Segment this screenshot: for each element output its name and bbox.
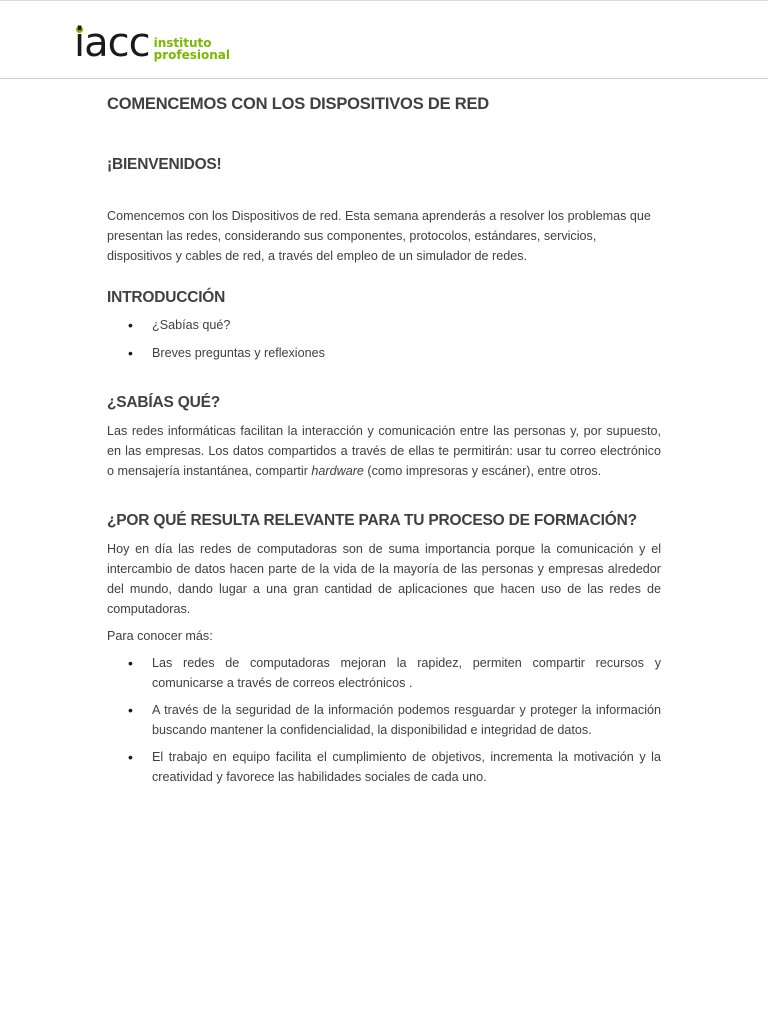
list-item: • El trabajo en equipo facilita el cumplimiento de objetivos, incrementa la motivación y la creatividad y favorece las habilidades sociales de cada uno. [107, 747, 661, 787]
relevance-heading: ¿POR QUÉ RESULTA RELEVANTE PARA TU PROCESO DE FORMACIÓN? [107, 512, 637, 529]
list-item: • A través de la seguridad de la información podemos resguardar y proteger la información buscando mantener la confidencialidad, la disponibilidad e integridad de datos. [107, 700, 661, 740]
relevance-list [107, 653, 661, 787]
page-header [0, 1, 768, 79]
logo-line-2: profesional [153, 48, 230, 62]
sabias-text-1: Las redes informáticas facilitan la interacción y comunicación entre las personas y, por supuesto, en las empresas. Los datos compartidos a través de ellas te permitirán: usar tu correo electrónico o mensajería instantánea, compartir [107, 424, 661, 478]
list-item: • Breves preguntas y reflexiones [107, 343, 661, 363]
list-item: • Las redes de computadoras mejoran la rapidez, permiten compartir recursos y comunicarse a través de correos electrónicos . [107, 653, 661, 693]
welcome-heading: ¡BIENVENIDOS! [107, 156, 222, 173]
logo-words [154, 37, 230, 65]
logo-line-1: instituto [153, 36, 212, 50]
sabias-paragraph [107, 421, 661, 481]
list-item: • ¿Sabías qué? [107, 315, 661, 335]
logo-mark-text: iacc [74, 20, 150, 66]
intro-list [107, 315, 661, 363]
sabias-heading: ¿SABÍAS QUÉ? [107, 394, 220, 411]
sabias-text-italic: hardware [311, 464, 364, 478]
more-label: Para conocer más: [107, 629, 213, 643]
document-body [107, 92, 661, 787]
relevance-paragraph: Hoy en día las redes de computadoras son de suma importancia porque la comunicación y el intercambio de datos hacen parte de la vida de la mayoría de las personas y empresas alrededor del mundo, dando lugar a una gran cantidad de aplicaciones que hacen uso de las redes de computadoras. [107, 542, 661, 616]
sabias-text-2: (como impresoras y escáner), entre otros. [363, 464, 602, 478]
intro-heading: INTRODUCCIÓN [107, 289, 226, 306]
welcome-paragraph: Comencemos con los Dispositivos de red. Esta semana aprenderás a resolver los problemas que presentan las redes, considerando sus componentes, protocolos, estándares, servicios, dispositivos y cables de red, a través del empleo de un simulador de redes. [107, 209, 651, 263]
document-title: COMENCEMOS CON LOS DISPOSITIVOS DE RED [107, 95, 490, 113]
logo-mark [74, 20, 150, 66]
iacc-logo [74, 20, 230, 66]
